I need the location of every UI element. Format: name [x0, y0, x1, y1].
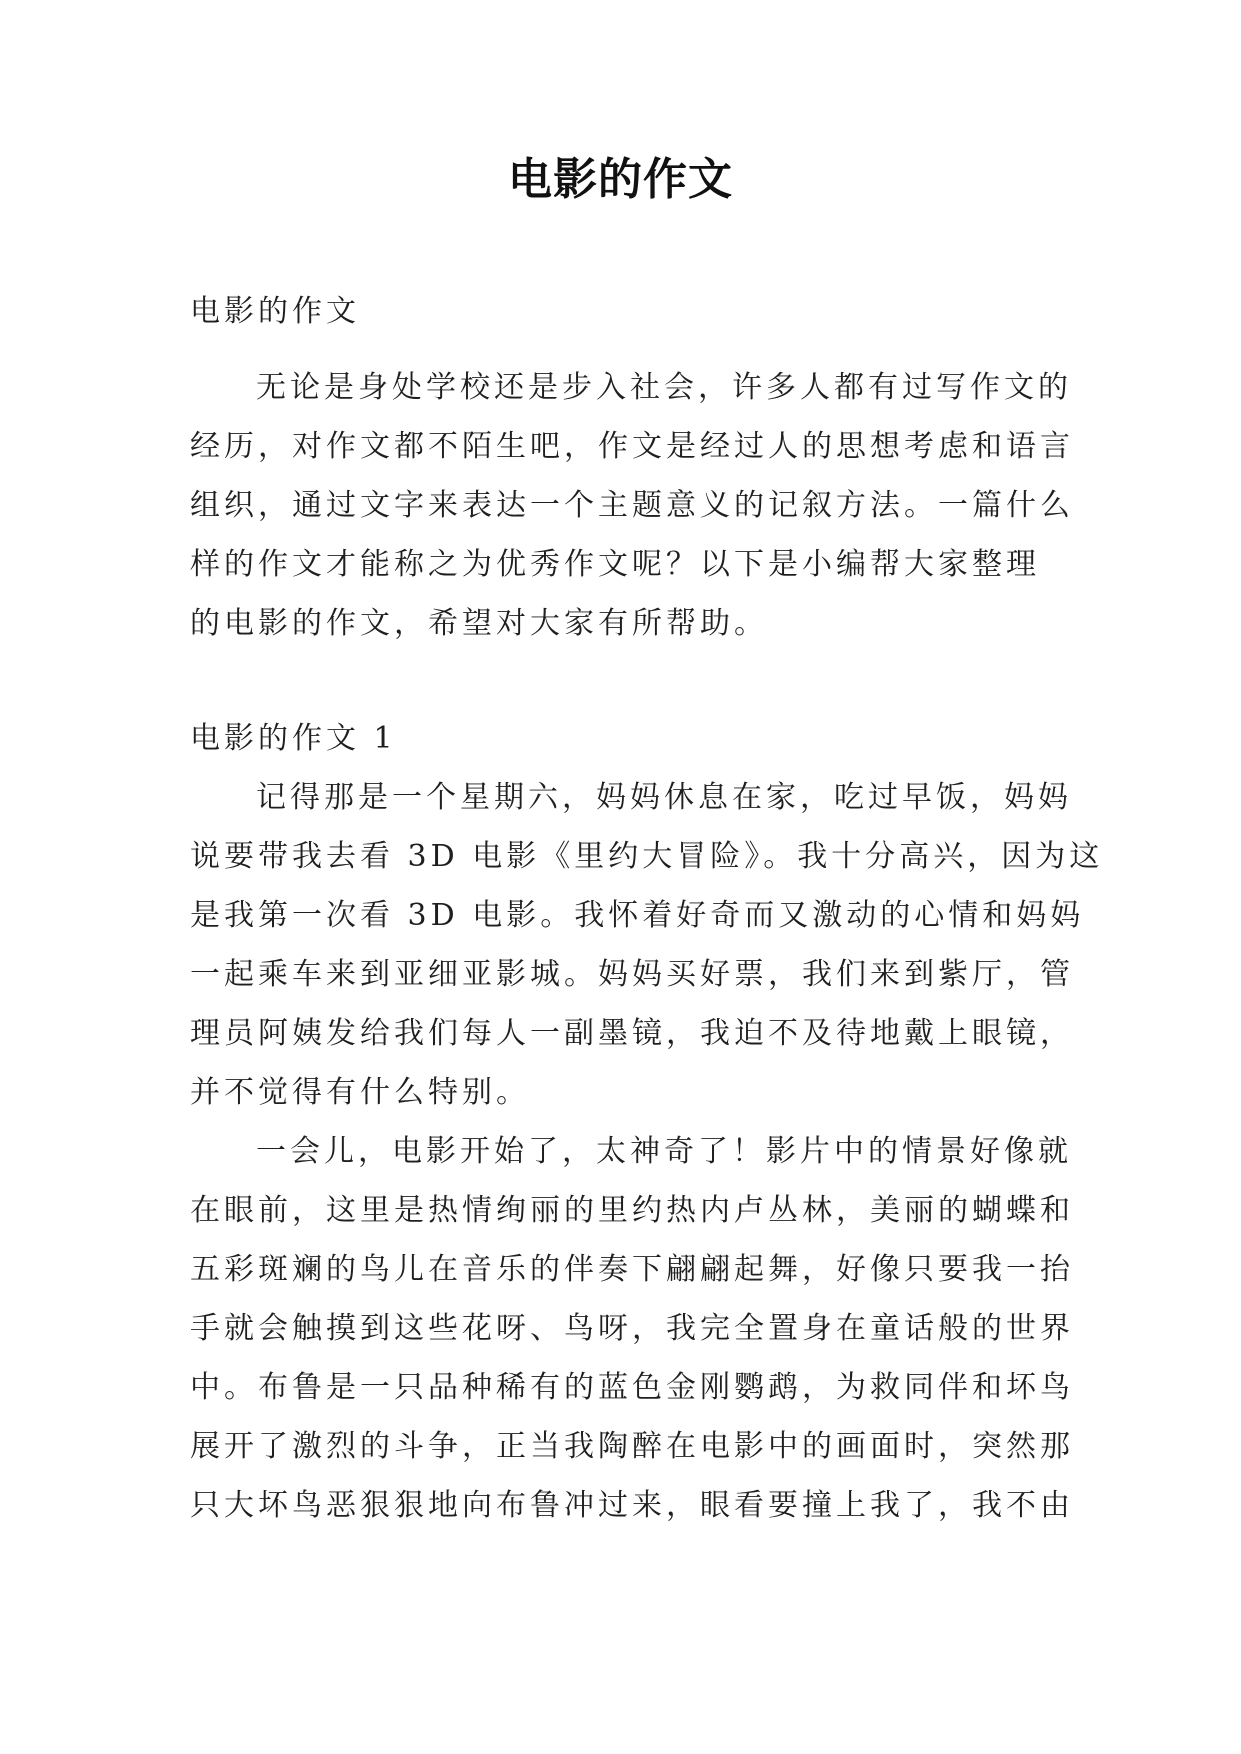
paragraph-line: 是我第一次看 3D 电影。我怀着好奇而又激动的心情和妈妈: [190, 898, 1085, 933]
intro-line: 组织，通过文字来表达一个主题意义的记叙方法。一篇什么: [190, 488, 1074, 523]
section1-paragraph2: [190, 1122, 1074, 1535]
section-heading: 电影的作文 1: [190, 721, 397, 756]
intro-line: 无论是身处学校还是步入社会，许多人都有过写作文的: [256, 370, 1072, 405]
paragraph-line: 并不觉得有什么特别。: [190, 1075, 530, 1110]
intro-line: 的电影的作文，希望对大家有所帮助。: [190, 606, 768, 641]
section1-paragraph1: [190, 768, 1104, 1122]
paragraph-line: 一会儿，电影开始了，太神奇了！影片中的情景好像就: [256, 1134, 1072, 1169]
paragraph-line: 展开了激烈的斗争，正当我陶醉在电影中的画面时，突然那: [190, 1429, 1074, 1464]
paragraph-line: 中。布鲁是一只品种稀有的蓝色金刚鹦鹉，为救同伴和坏鸟: [190, 1370, 1074, 1405]
paragraph-line: 五彩斑斓的鸟儿在音乐的伴奏下翩翩起舞，好像只要我一抬: [190, 1252, 1074, 1287]
paragraph-line: 记得那是一个星期六，妈妈休息在家，吃过早饭，妈妈: [256, 780, 1072, 815]
document-subtitle: 电影的作文: [190, 294, 360, 329]
intro-paragraph: [190, 358, 1074, 653]
intro-line: 经历，对作文都不陌生吧，作文是经过人的思想考虑和语言: [190, 429, 1074, 464]
paragraph-line: 在眼前，这里是热情绚丽的里约热内卢丛林，美丽的蝴蝶和: [190, 1193, 1074, 1228]
paragraph-line: 理员阿姨发给我们每人一副墨镜，我迫不及待地戴上眼镜，: [190, 1016, 1074, 1051]
paragraph-line: 说要带我去看 3D 电影《里约大冒险》。我十分高兴，因为这: [190, 839, 1104, 874]
intro-line: 样的作文才能称之为优秀作文呢？以下是小编帮大家整理: [190, 547, 1040, 582]
paragraph-line: 只大坏鸟恶狠狠地向布鲁冲过来，眼看要撞上我了，我不由: [190, 1488, 1074, 1523]
paragraph-line: 手就会触摸到这些花呀、鸟呀，我完全置身在童话般的世界: [190, 1311, 1074, 1346]
document-title: 电影的作文: [508, 154, 733, 205]
paragraph-line: 一起乘车来到亚细亚影城。妈妈买好票，我们来到紫厅，管: [190, 957, 1074, 992]
